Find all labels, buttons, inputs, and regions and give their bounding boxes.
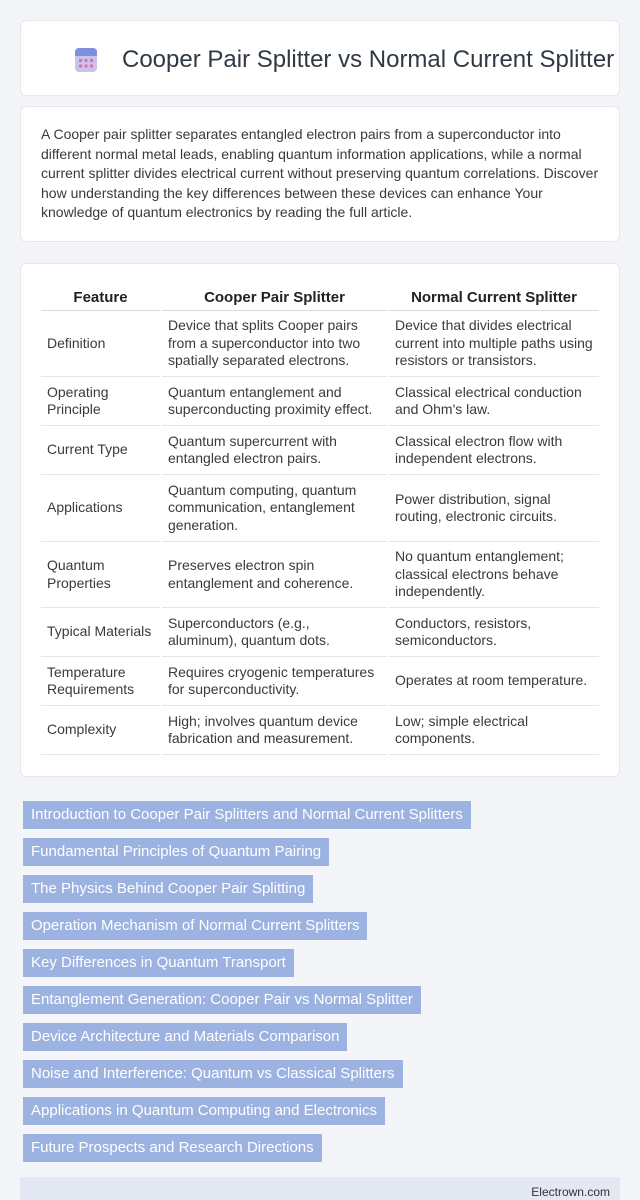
toc-link-applications[interactable]: Applications in Quantum Computing and Electronics	[23, 1097, 385, 1125]
intro-paragraph: A Cooper pair splitter separates entangled electron pairs from a superconductor into different normal metal leads, enabling quantum information applications, while a normal current splitter divides electrical current without preserving quantum correlations. Discover how understanding the key differences between these devices can enhance Your knowledge of quantum electronics by reading the full article.	[41, 126, 599, 220]
toc-link-noise-interference[interactable]: Noise and Interference: Quantum vs Classical Splitters	[23, 1060, 403, 1088]
normal-cell: Classical electrical conduction and Ohm's law.	[388, 376, 599, 425]
feature-cell: Quantum Properties	[41, 541, 161, 607]
toc-link-operation-mechanism[interactable]: Operation Mechanism of Normal Current Splitters	[23, 912, 367, 940]
cooper-cell: Requires cryogenic temperatures for superconductivity.	[161, 656, 388, 705]
header-cooper-pair-splitter: Cooper Pair Splitter	[161, 284, 388, 310]
toc-link-future-prospects[interactable]: Future Prospects and Research Directions	[23, 1134, 322, 1162]
normal-cell: Conductors, resistors, semiconductors.	[388, 607, 599, 656]
table-header-row	[41, 284, 599, 310]
toc-link-physics-behind[interactable]: The Physics Behind Cooper Pair Splitting	[23, 875, 313, 903]
table-row	[41, 607, 599, 656]
cooper-cell: Superconductors (e.g., aluminum), quantum dots.	[161, 607, 388, 656]
feature-cell: Operating Principle	[41, 376, 161, 425]
normal-cell: Operates at room temperature.	[388, 656, 599, 705]
normal-cell: Power distribution, signal routing, electronic circuits.	[388, 474, 599, 541]
table-row	[41, 541, 599, 607]
table-row	[41, 656, 599, 705]
normal-cell: No quantum entanglement; classical electrons behave independently.	[388, 541, 599, 607]
table-row	[41, 310, 599, 376]
cooper-cell: Quantum entanglement and superconducting proximity effect.	[161, 376, 388, 425]
toc-link-introduction[interactable]: Introduction to Cooper Pair Splitters and Normal Current Splitters	[23, 801, 471, 829]
normal-cell: Classical electron flow with independent electrons.	[388, 425, 599, 474]
table-row	[41, 425, 599, 474]
toc-link-entanglement-generation[interactable]: Entanglement Generation: Cooper Pair vs Normal Splitter	[23, 986, 421, 1014]
header-normal-current-splitter: Normal Current Splitter	[388, 284, 599, 310]
intro-card	[20, 106, 620, 242]
header-feature: Feature	[41, 284, 161, 310]
cooper-cell: High; involves quantum device fabrication and measurement.	[161, 705, 388, 754]
feature-cell: Current Type	[41, 425, 161, 474]
cooper-cell: Quantum supercurrent with entangled electron pairs.	[161, 425, 388, 474]
table-row	[41, 376, 599, 425]
page-title: Cooper Pair Splitter vs Normal Current Splitter	[122, 46, 615, 73]
comparison-table-card	[20, 263, 620, 777]
footer-site-name[interactable]: Electrown.com	[531, 1185, 610, 1199]
cooper-cell: Preserves electron spin entanglement and coherence.	[161, 541, 388, 607]
normal-cell: Low; simple electrical components.	[388, 705, 599, 754]
table-row	[41, 474, 599, 541]
normal-cell: Device that divides electrical current into multiple paths using resistors or transistors.	[388, 310, 599, 376]
table-of-contents	[23, 801, 623, 1171]
calculator-icon	[73, 47, 99, 73]
feature-cell: Applications	[41, 474, 161, 541]
feature-cell: Temperature Requirements	[41, 656, 161, 705]
toc-link-fundamental-principles[interactable]: Fundamental Principles of Quantum Pairing	[23, 838, 329, 866]
toc-link-device-architecture[interactable]: Device Architecture and Materials Comparison	[23, 1023, 347, 1051]
title-card	[20, 20, 620, 96]
feature-cell: Complexity	[41, 705, 161, 754]
cooper-cell: Quantum computing, quantum communication, entanglement generation.	[161, 474, 388, 541]
footer	[20, 1177, 620, 1200]
cooper-cell: Device that splits Cooper pairs from a superconductor into two spatially separated electrons.	[161, 310, 388, 376]
toc-link-key-differences[interactable]: Key Differences in Quantum Transport	[23, 949, 294, 977]
table-row	[41, 705, 599, 754]
feature-cell: Definition	[41, 310, 161, 376]
feature-cell: Typical Materials	[41, 607, 161, 656]
comparison-table	[41, 284, 599, 755]
